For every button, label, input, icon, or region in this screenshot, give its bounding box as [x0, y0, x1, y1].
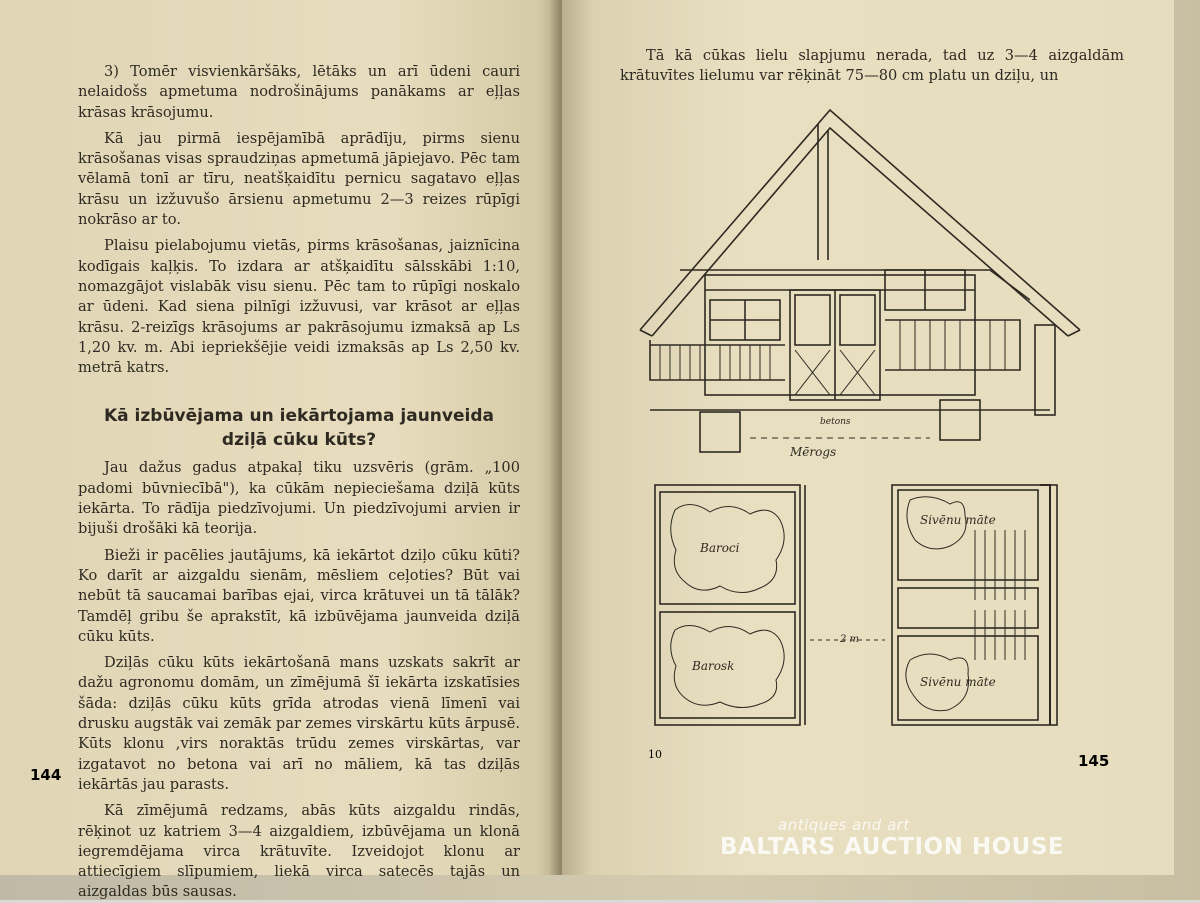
paragraph: Kā jau pirmā iespējamībā aprādīju, pirms sienu krāsošanas visas spraudziņas apmetumā jāpiejavo. Pēc tam vēlamā tonī ar tīru, neatšķaidītu pernicu sagatavo eļļas krāsu un izžuvušo ārsienu apmetumu 2—3 reizes rūpīgi nokrāso ar to. [78, 129, 520, 229]
paragraph: Bieži ir pacēlies jautājums, kā iekārtot dziļo cūku kūti? Ko darīt ar aizgaldu sienām, mēsliem ceļoties? Būt vai nebūt tā saucamai barības ejai, virca krātuvei un tā tālāk? Tamdēļ gribu še aprakstīt, kā izbūvējama jaunveida dziļā cūku kūts. [78, 546, 520, 645]
plan-label: Sivēnu māte [920, 675, 996, 689]
page-number-left: 144 [30, 766, 62, 784]
page-number-right: 145 [1078, 752, 1110, 770]
section-heading [78, 404, 520, 452]
plan-label: Sivēnu māte [920, 513, 996, 527]
watermark-name: BALTARS AUCTION HOUSE [720, 834, 1065, 860]
figure-number: 10 [648, 748, 662, 761]
paragraph: Kā zīmējumā redzams, abās kūts aizgaldu rindās, rēķinot uz katriem 3—4 aizgaldiem, izbūvējama un klonā iegremdējama virca krātuvīte. Izveidojot klonu ar attiecīgiem slīpumiem, liekā virca satecēs tajās un aizgaldas būs sausas. [78, 802, 520, 901]
barn-drawing [630, 100, 1100, 740]
paragraph: Tā kā cūkas lielu slapjumu nerada, tad uz 3—4 aizgaldām krātuvītes lielumu var rēķināt 75—80 cm platu un dziļu, un [620, 47, 1124, 85]
paragraph: Dziļās cūku kūts iekārtošanā mans uzskats sakrīt ar dažu agronomu domām, un zīmējumā šī iekārta izskatīsies šāda: dziļās cūku kūts grīda atrodas vienā līmenī vai drusku augstāk vai zemāk par zemes virskārtu kūts ārpusē. Kūts klonu ,virs noraktās trūdu zemes virskārtas, var izgatavot no betona vai arī no māliem, kā tas dziļās iekārtās jau parasts. [78, 654, 520, 793]
heading-line: dziļā cūku kūts? [221, 430, 377, 451]
paragraph: Plaisu pielabojumu vietās, pirms krāsošanas, jaiznīcina kodīgais kaļķis. To izdara ar atšķaidītu sālsskābi 1:10, nomazgājot vislabāk visu sienu. Pēc tam to rūpīgi noskalo ar ūdeni. Kad siena pilnīgi izžuvusi, var krāsot ar eļļas krāsu. 2-reizīgs krāsojums ar pakrāsojumu izmaksā ap Ls 1,20 kv. m. Abi iepriekšējie veidi izmaksās ap Ls 2,50 kv. metrā katrs. [78, 237, 520, 377]
plan-label: Baroci [700, 541, 740, 555]
auction-house-watermark [720, 810, 1120, 870]
paragraph: Jau dažus gadus atpakaļ tiku uzsvēris (grām. „100 padomi būvniecībā"), ka cūkām nepieciešama dziļā kūts iekārta. To rādīja piedzīvojumi. Un piedzīvojumi arvien ir bijuši drošāki kā teorija. [78, 459, 520, 538]
watermark-tagline: antiques and art [778, 816, 910, 834]
drawing-label: betons [820, 417, 851, 427]
paragraph: 3) Tomēr visvienkāršāks, lētāks un arī ūdeni cauri nelaidošs apmetuma nodrošinājums panākams ar eļļas krāsas krāsojumu. [78, 63, 520, 121]
plan-label: Barosk [692, 659, 735, 673]
drawing-label: 2 m [840, 634, 860, 645]
heading-line: Kā izbūvējama un iekārtojama jaunveida [103, 406, 494, 427]
drawing-label: Mērogs [790, 445, 837, 459]
left-page [0, 0, 560, 901]
